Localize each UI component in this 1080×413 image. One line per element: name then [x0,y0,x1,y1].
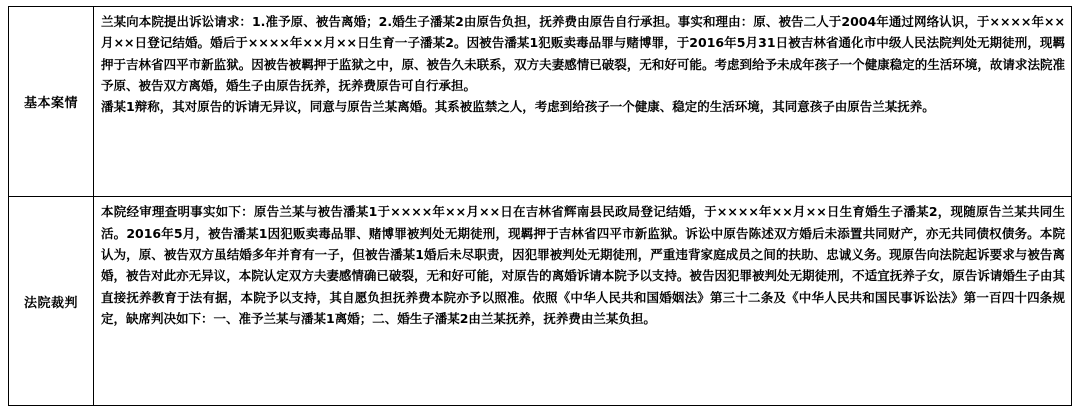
defense-paragraph: 潘某1辩称，其对原告的诉请无异议，同意与原告兰某离婚。其系被监禁之人，考虑到给孩子一个健康、稳定的生活环境，其同意孩子由原告兰某抚养。 [101,99,935,115]
row-label-court-ruling: 法院裁判 [9,197,94,406]
row-content-basic-facts [94,7,1072,197]
row-label-basic-facts: 基本案情 [9,7,94,197]
case-table [8,6,1072,406]
table-row-court-ruling [9,197,1072,406]
ruling-paragraph: 本院经审理查明事实如下：原告兰某与被告潘某1于××××年××月××日在吉林省辉南县民政局登记结婚，于××××年××月××日生育婚生子潘某2，现随原告兰某共同生活。2016年5月，被告潘某1因犯贩卖毒品罪、赌博罪被判处无期徒刑，现羁押于吉林省四平市新监狱。诉讼中原告陈述双方婚后未添置共同财产，亦无共同债权债务。本院认为，原、被告双方虽结婚多年并育有一子，但被告潘某1婚后未尽职责，因犯罪被判处无期徒刑，严重违背家庭成员之间的扶助、忠诚义务。现原告向法院起诉要求与被告离婚，被告对此亦无异议，本院认定双方夫妻感情确已破裂，无和好可能，对原告的离婚诉请本院予以支持。被告因犯罪被判处无期徒刑，不适宜抚养子女，原告诉请婚生子由其直接抚养教育于法有据，本院予以支持，其自愿负担抚养费本院亦予以照准。依照《中华人民共和国婚姻法》第三十二条及《中华人民共和国民事诉讼法》第一百四十四条规定，缺席判决如下：一、准予兰某与潘某1离婚；二、婚生子潘某2由兰某抚养，抚养费由兰某负担。 [101,204,1065,326]
row-content-court-ruling [94,197,1072,406]
claim-paragraph: 兰某向本院提出诉讼请求：1.准予原、被告离婚；2.婚生子潘某2由原告负担，抚养费由原告自行承担。事实和理由：原、被告二人于2004年通过网络认识，于××××年××月××日登记结婚。婚后于××××年××月××日生育一子潘某2。因被告潘某1犯贩卖毒品罪与赌博罪，于2016年5月31日被吉林省通化市中级人民法院判处无期徒刑，现羁押于吉林省四平市新监狱。因被告被羁押于监狱之中，原、被告久未联系，双方夫妻感情已破裂，无和好可能。考虑到给予未成年孩子一个健康稳定的生活环境，故请求法院准予原、被告双方离婚，婚生子由原告抚养，抚养费原告可自行承担。 [101,14,1065,93]
table-row-basic-facts [9,7,1072,197]
